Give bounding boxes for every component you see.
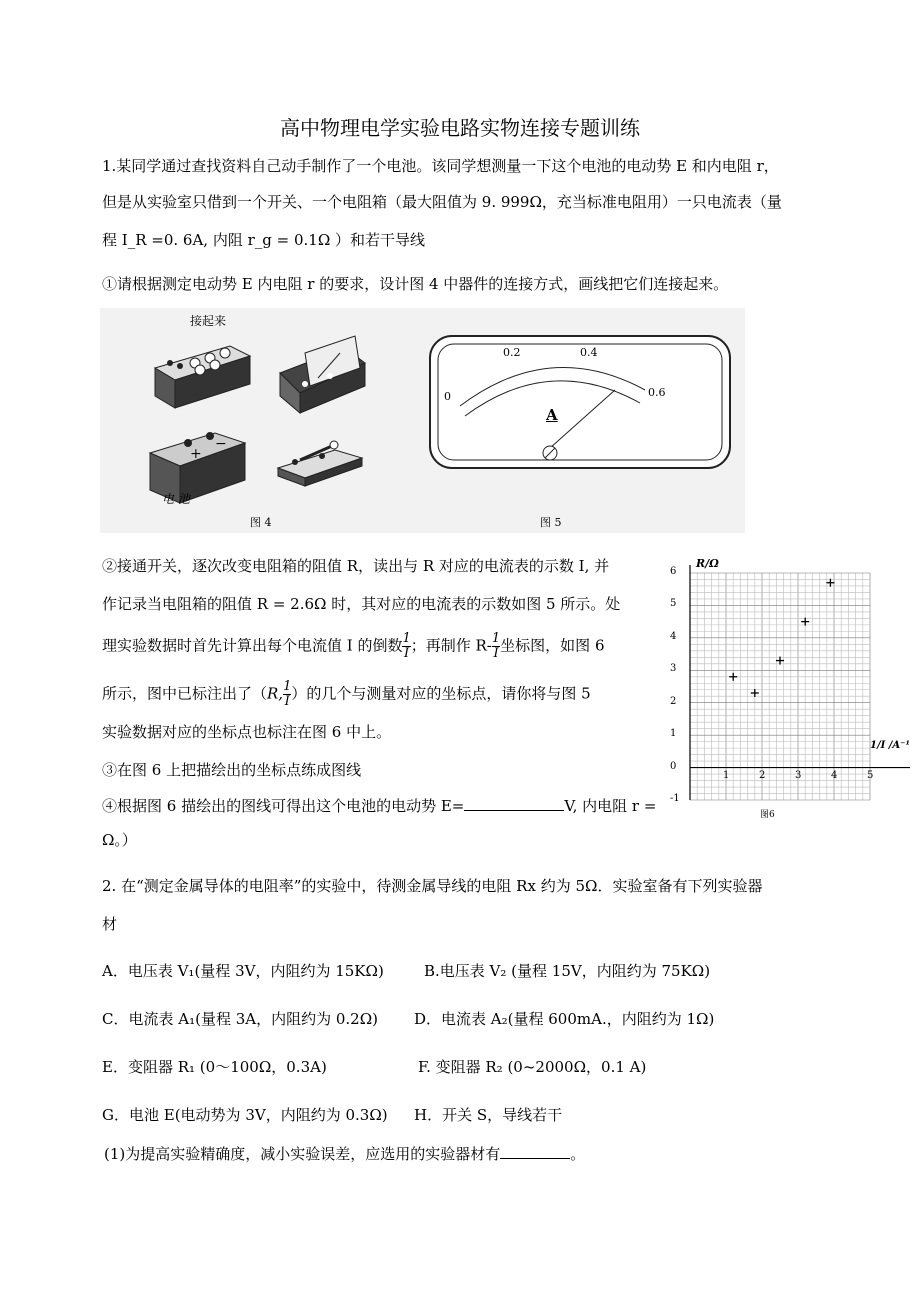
q1-line-1: 1.某同学通过查找资料自己动手制作了一个电池。该同学想测量一下这个电池的电动势 E 和内电阻 r， (102, 157, 779, 175)
y-tick-label: 1 (670, 728, 677, 740)
y-tick-label: 4 (670, 630, 677, 642)
data-point (776, 657, 784, 665)
x-tick-label: 1 (723, 769, 730, 781)
x-tick-label: 5 (867, 769, 874, 781)
data-point (751, 689, 759, 697)
graph-ylabel: R/Ω (696, 557, 719, 570)
q1-line-2: 但是从实验室只借到一个开关、一个电阻箱（最大阻值为 9. 999Ω，充当标准电阻用）一只电流表（量 (102, 193, 782, 211)
q1-step-2-line-1: ②接通开关，逐次改变电阻箱的阻值 R，读出与 R 对应的电流表的示数 I, 并 (102, 557, 610, 575)
q1-step-2-line-2: 作记录当电阻箱的阻值 R = 2.6Ω 时，其对应的电流表的示数如图 5 所示。处 (102, 595, 621, 613)
data-point (801, 618, 809, 626)
x-tick-label: 3 (795, 769, 802, 781)
option-e: E．变阻器 R₁ (0～100Ω，0.3A) (102, 1058, 327, 1076)
figure-6 (660, 555, 918, 825)
fig4-connect-label: 接起来 (190, 314, 227, 328)
figure-4-5-drawing (100, 308, 745, 533)
svg-text:+: + (190, 446, 202, 462)
data-point (729, 673, 737, 681)
meter-tick-0.2: 0.2 (503, 346, 521, 359)
emf-blank[interactable] (464, 796, 564, 811)
q2-step-1: (1)为提高实验精确度，减小实验误差，应选用的实验器材有 。 (104, 1145, 586, 1163)
q1-step-4: ④根据图 6 描绘出的图线可得出这个电池的电动势 E= V, 内电阻 r = (102, 797, 657, 815)
q2-line-1: 2. 在“测定金属导体的电阻率”的实验中，待测金属导线的电阻 Rx 约为 5Ω．实验室备有下列实验器 (102, 877, 763, 895)
x-tick-label: 4 (831, 769, 838, 781)
q1-step-4-unit: Ω。） (102, 831, 137, 849)
y-tick-label: 2 (670, 695, 677, 707)
q1-line-3: 程 I_R =0. 6A, 内阻 r_g = 0.1Ω ）和若干导线 (102, 231, 426, 249)
q2-line-2: 材 (102, 915, 118, 933)
meter-tick-0: 0 (444, 390, 451, 403)
fraction-1-over-I-2: $\frac{1}{I}$ (491, 631, 501, 661)
meter-tick-0.4: 0.4 (580, 346, 598, 359)
graph-xlabel: 1/I /A⁻¹ (870, 740, 910, 751)
y-tick-label: -1 (670, 793, 680, 804)
option-d: D．电流表 A₂(量程 600mA.，内阻约为 1Ω) (414, 1010, 715, 1028)
option-c: C．电流表 A₁(量程 3A，内阻约为 0.2Ω) (102, 1010, 378, 1028)
materials-blank[interactable] (500, 1144, 570, 1159)
meter-unit: A (546, 406, 558, 424)
fraction-1-over-I-3: $\frac{1}{I}$ (283, 679, 292, 709)
q1-step-2-line-4: 所示，图中已标注出了（R, $\frac{1}{I}$ ）的几个与测量对应的坐标点，请你将与图 5 (102, 679, 591, 709)
data-point (826, 579, 834, 587)
battery-label: 电 池 (162, 492, 190, 506)
graph-caption: 图6 (760, 810, 775, 820)
option-a: A．电压表 V₁(量程 3V，内阻约为 15KΩ) (102, 962, 384, 980)
q1-step-3: ③在图 6 上把描绘出的坐标点练成图线 (102, 761, 362, 779)
y-tick-label: 0 (670, 760, 677, 772)
fraction-1-over-I: $\frac{1}{I}$ (402, 631, 411, 661)
x-tick-label: 2 (759, 769, 766, 781)
y-tick-label: 5 (670, 598, 677, 610)
page-title: 高中物理电学实验电路实物连接专题训练 (280, 116, 640, 140)
q1-step-2-line-3: 理实验数据时首先计算出每个电流值 I 的倒数 $\frac{1}{I}$ ；再制作 R- $\frac{1}{I}$ 坐标图，如图 6 (102, 631, 605, 661)
q1-step-2-line-5: 实验数据对应的坐标点也标注在图 6 中上。 (102, 723, 392, 741)
fig4-caption: 图 4 (250, 516, 272, 529)
figure-4-5 (100, 308, 745, 533)
option-f: F. 变阻器 R₂ (0~2000Ω，0.1 A) (418, 1058, 647, 1076)
fig5-caption: 图 5 (540, 516, 562, 529)
meter-tick-0.6: 0.6 (648, 386, 666, 399)
y-tick-label: 3 (670, 663, 677, 675)
q1-step-1: ①请根据测定电动势 E 内电阻 r 的要求，设计图 4 中器件的连接方式，画线把它们连接起来。 (102, 275, 729, 293)
option-b: B.电压表 V₂ (量程 15V，内阻约为 75KΩ) (424, 962, 711, 980)
option-g: G．电池 E(电动势为 3V，内阻约为 0.3Ω) (102, 1106, 388, 1124)
y-tick-label: 6 (670, 566, 677, 577)
option-h: H．开关 S，导线若干 (414, 1106, 563, 1124)
svg-text:−: − (215, 436, 227, 452)
figure-6-graph (660, 555, 918, 825)
